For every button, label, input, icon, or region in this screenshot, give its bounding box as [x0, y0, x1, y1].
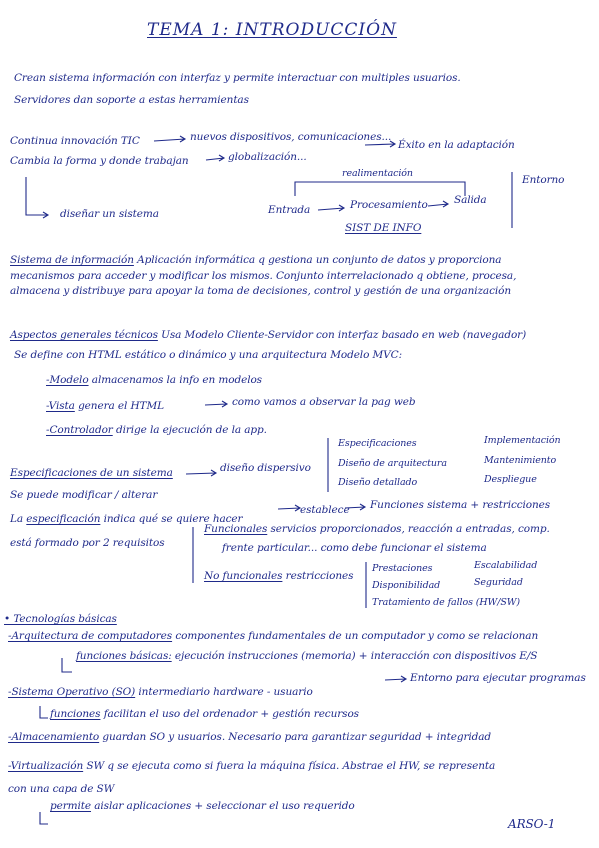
- spec-la: La: [10, 513, 24, 525]
- page-footer: ARSO-1: [508, 817, 556, 831]
- tech-arq-text: componentes fundamentales de un computador y como se relacionan: [175, 630, 539, 642]
- mvc-modelo-text: almacenamos la info en modelos: [91, 374, 262, 386]
- tech-virt: [8, 760, 495, 772]
- spec-col1-1: Diseño de arquitectura: [338, 458, 447, 469]
- req-nofuncionales: [204, 570, 353, 582]
- flow-disenar: diseñar un sistema: [60, 208, 159, 220]
- spec-arrow-label: diseño dispersivo: [220, 462, 311, 474]
- mvc-vista-text: genera el HTML: [78, 400, 164, 412]
- mvc-controlador-term: -Controlador: [46, 424, 113, 436]
- mvc-controlador-text: dirige la ejecución de la app.: [115, 424, 267, 436]
- spec-funciones: Funciones sistema + restricciones: [370, 499, 551, 511]
- tech-virt-term: -Virtualización: [8, 760, 84, 772]
- tech-heading: • Tecnologías básicas: [4, 613, 117, 625]
- flow-realimentacion: realimentación: [342, 168, 413, 179]
- mvc-modelo-term: -Modelo: [46, 374, 89, 386]
- si-def-line-1: [10, 254, 501, 266]
- si-text-1: Aplicación informática q gestiona un conjunto de datos y proporciona: [137, 254, 502, 266]
- tech-alm: [8, 731, 491, 743]
- req-func-text-2: frente particular... como debe funcionar el sistema: [222, 542, 487, 554]
- spec-col1-2: Diseño detallado: [338, 477, 418, 488]
- arrow-establece: [278, 505, 300, 511]
- si-def-line-2: mecanismos para acceder y modificar los mismos. Conjunto interrelacionado q obtiene, procesa,: [10, 270, 517, 282]
- spec-establece: establece: [300, 504, 350, 516]
- arrow-proc-salida: [428, 201, 448, 207]
- req-nofunc-term: No funcionales: [204, 570, 283, 582]
- tech-so-term: -Sistema Operativo (SO): [8, 686, 136, 698]
- arrow-vista: [205, 401, 227, 407]
- flow-salida: Salida: [454, 194, 487, 206]
- req-funcionales: [204, 523, 550, 535]
- arq-hook: [62, 658, 72, 672]
- aspectos-line-2: Se define con HTML estático o dinámico y una arquitectura Modelo MVC:: [14, 349, 403, 361]
- tech-so-right: Entorno para ejecutar programas: [410, 672, 586, 684]
- spec-term: Especificaciones de un sistema: [10, 467, 173, 479]
- flow-dispositivos: nuevos dispositivos, comunicaciones...: [190, 131, 392, 143]
- arrow-diseno: [186, 470, 216, 476]
- tech-arq: [8, 630, 538, 642]
- req-func-term: Funcionales: [204, 523, 268, 535]
- spec-col2-2: Despliegue: [484, 474, 537, 485]
- tech-arq-term: -Arquitectura de computadores: [8, 630, 173, 642]
- tech-so-text: intermediario hardware - usuario: [138, 686, 313, 698]
- arrow-so: [385, 676, 406, 682]
- si-def-line-3: almacena y distribuye para apoyar la toma de decisiones, control y gestión de una organización: [10, 285, 512, 297]
- req-nofunc-text: restricciones: [285, 570, 354, 582]
- disenar-branch: [26, 177, 48, 218]
- tech-so-sub-term: funciones: [50, 708, 101, 720]
- nf-col1-1: Disponibilidad: [372, 580, 441, 591]
- page-title: TEMA 1: INTRODUCCIÓN: [147, 20, 397, 40]
- arrow-tic: [154, 136, 185, 142]
- spec-col1-0: Especificaciones: [338, 438, 417, 449]
- mvc-vista-text-2: como vamos a observar la pag web: [232, 396, 416, 408]
- spec-requisitos: está formado por 2 requisitos: [10, 537, 165, 549]
- tech-perm-term: permite: [50, 800, 92, 812]
- mvc-controlador: [46, 424, 267, 436]
- flow-tic: Continua innovación TIC: [10, 135, 140, 147]
- aspectos-text-1: Usa Modelo Cliente-Servidor con interfaz basado en web (navegador): [161, 329, 527, 341]
- nf-col2-0: Escalabilidad: [474, 560, 538, 571]
- flow-entrada: Entrada: [268, 204, 311, 216]
- tech-so-sub-text: facilitan el uso del ordenador + gestión recursos: [103, 708, 359, 720]
- mvc-vista: [46, 400, 164, 412]
- arrow-globalizacion: [206, 155, 224, 161]
- tech-arq-sub: [76, 650, 537, 662]
- aspectos-term: Aspectos generales técnicos: [10, 329, 158, 341]
- spec-col2-0: Implementación: [484, 435, 561, 446]
- spec-modificar: Se puede modificar / alterar: [10, 489, 158, 501]
- intro-line-2: Servidores dan soporte a estas herramientas: [14, 94, 249, 106]
- flow-cambia: Cambia la forma y donde trabajan: [10, 155, 189, 167]
- flow-exito: Éxito en la adaptación: [398, 139, 515, 151]
- flow-procesamiento: Procesamiento: [350, 199, 428, 211]
- tech-alm-text: guardan SO y usuarios. Necesario para garantizar seguridad + integridad: [102, 731, 492, 743]
- flow-entorno: Entorno: [522, 174, 565, 186]
- tech-alm-term: -Almacenamiento: [8, 731, 100, 743]
- nf-col1-0: Prestaciones: [372, 563, 433, 574]
- tech-permite: [50, 800, 355, 812]
- spec-col2-1: Mantenimiento: [484, 455, 557, 466]
- aspectos-line-1: [10, 329, 526, 341]
- tech-virt-text: SW q se ejecuta como si fuera la máquina física. Abstrae el HW, se representa: [86, 760, 496, 772]
- tech-so-sub: [50, 708, 359, 720]
- flow-sist-info: SIST DE INFO: [345, 222, 422, 234]
- intro-line-1: Crean sistema información con interfaz y permite interactuar con multiples usuarios.: [14, 72, 461, 84]
- tech-arq-sub-term: funciones básicas:: [76, 650, 172, 662]
- so-hook: [40, 706, 48, 718]
- flow-globalizacion: globalización...: [228, 151, 307, 163]
- si-term: Sistema de información: [10, 254, 134, 266]
- tech-so: [8, 686, 313, 698]
- spec-especificacion: especificación: [26, 513, 101, 525]
- arrow-entrada-proc: [318, 205, 344, 211]
- mvc-modelo: [46, 374, 262, 386]
- perm-hook: [40, 812, 48, 824]
- nf-col2-1: Seguridad: [474, 577, 523, 588]
- req-func-text: servicios proporcionados, reacción a entradas, comp.: [270, 523, 550, 535]
- feedback-loop: [295, 182, 465, 196]
- nf-col1-2: Tratamiento de fallos (HW/SW): [372, 597, 520, 608]
- spec-indica: indica qué se quiere hacer: [103, 513, 243, 525]
- tech-virt-text-2: con una capa de SW: [8, 783, 115, 795]
- tech-perm-text: aislar aplicaciones + seleccionar el uso requerido: [94, 800, 355, 812]
- tech-arq-sub-text: ejecución instrucciones (memoria) + interacción con dispositivos E/S: [174, 650, 538, 662]
- mvc-vista-term: -Vista: [46, 400, 75, 412]
